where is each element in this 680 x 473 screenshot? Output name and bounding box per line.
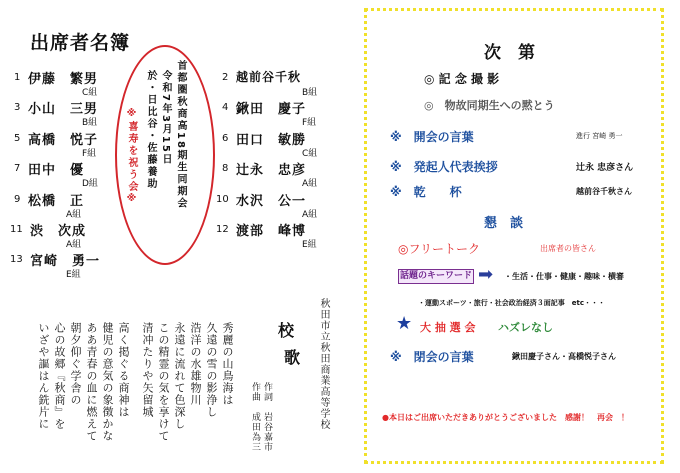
program-item: ◎ 記 念 撮 影 bbox=[424, 72, 500, 86]
thanks-message: ●本日はご出席いただきありがとうございました 感謝！ 再会 ！ bbox=[382, 413, 629, 422]
arrow-icon: ➡ bbox=[478, 264, 494, 285]
attendee-number: 13 bbox=[10, 254, 23, 265]
attendee-number: 2 bbox=[222, 72, 229, 83]
attendee-name: 田中 優 bbox=[28, 163, 85, 178]
program-item: ◎ 物故同期生への黙とう bbox=[424, 99, 555, 112]
event-name: 首都圏秋商高18期生同期会 bbox=[175, 60, 186, 210]
free-talk-label: ◎フリートーク bbox=[398, 242, 480, 256]
attendee-entry bbox=[14, 98, 124, 128]
attendee-entry bbox=[10, 250, 124, 280]
attendee-name: 伊藤 繁男 bbox=[28, 72, 99, 87]
attendee-name: 水沢 公一 bbox=[236, 194, 307, 209]
attendee-entry bbox=[14, 190, 124, 220]
attendee-class: E組 bbox=[302, 240, 317, 250]
topic-keywords: ・運動スポーツ・旅行・社会政治経済３面記事 etc・・・ bbox=[418, 299, 605, 307]
attendee-number: 9 bbox=[14, 194, 21, 205]
attendee-number: 12 bbox=[216, 224, 229, 235]
attendee-entry bbox=[216, 190, 340, 220]
page-title: 出席者名簿 bbox=[30, 32, 131, 54]
attendee-name: 鍬田 慶子 bbox=[236, 102, 307, 117]
attendee-number: 5 bbox=[14, 133, 21, 144]
attendee-class: A組 bbox=[302, 179, 318, 189]
song-verse-line: 久遠の雪の影浄し bbox=[205, 322, 218, 418]
attendee-entry bbox=[10, 220, 124, 250]
topic-keywords: ・生活・仕事・健康・趣味・横審 bbox=[504, 272, 624, 281]
attendee-name: 渡部 峰博 bbox=[236, 224, 307, 239]
attendee-number: 8 bbox=[222, 163, 229, 174]
song-verse-line: この精霊の気を享けて bbox=[157, 322, 170, 442]
attendee-number: 4 bbox=[222, 102, 229, 113]
attendee-class: A組 bbox=[302, 210, 318, 220]
attendee-class: A組 bbox=[66, 240, 82, 250]
attendee-entry bbox=[222, 159, 340, 189]
attendee-name: 渋 次成 bbox=[30, 224, 87, 239]
section-heading: 懇 談 bbox=[484, 216, 524, 231]
song-verse-line: 清冲たりや矢留城 bbox=[141, 322, 154, 418]
song-title: 歌 bbox=[284, 348, 301, 367]
program-item-note: 鍬田慶子さん・高橋悦子さん bbox=[512, 352, 616, 361]
program-item: ※ 閉会の言葉 bbox=[390, 350, 474, 364]
event-venue: 於・日比谷・佐藤養助 bbox=[145, 70, 156, 190]
attendee-number: 11 bbox=[10, 224, 23, 235]
attendee-number: 6 bbox=[222, 133, 229, 144]
kiju-celebration-label: ※喜寿を祝う会※ bbox=[126, 108, 137, 206]
song-verse-line: ああ青春の血に燃えて bbox=[85, 322, 98, 442]
song-verse-line: 秀麗の山鳥海は bbox=[221, 322, 234, 406]
lottery-label: 大 抽 選 会 bbox=[420, 321, 476, 334]
attendee-name: 宮崎 勇一 bbox=[30, 254, 101, 269]
song-verse-line: 健児の意気の象徴かな bbox=[101, 322, 114, 442]
attendee-entry bbox=[216, 220, 340, 250]
lottery-note: ハズレなし bbox=[498, 321, 553, 334]
attendee-name: 越前谷千秋 bbox=[236, 70, 302, 84]
program-item: ※ 発起人代表挨拶 bbox=[390, 160, 498, 174]
attendee-entry bbox=[222, 98, 340, 128]
attendee-class: A組 bbox=[66, 210, 82, 220]
attendee-name: 辻永 忠彦 bbox=[236, 163, 307, 178]
attendee-number: 10 bbox=[216, 194, 229, 205]
song-verse-line: 永遠に流れて色深し bbox=[173, 322, 186, 430]
program-item: ※ 乾 杯 bbox=[390, 185, 462, 199]
song-verse-line: いざや謳はん銑片に bbox=[37, 322, 50, 430]
attendee-class: D組 bbox=[82, 179, 98, 189]
song-verse-line: 心の故郷『秋商』を bbox=[53, 322, 66, 430]
song-verse-line: 浩洋の水雄物川 bbox=[189, 322, 202, 406]
attendee-number: 7 bbox=[14, 163, 21, 174]
program-item-note: 越前谷千秋さん bbox=[576, 187, 632, 196]
attendee-entry bbox=[222, 68, 340, 98]
free-talk-note: 出席者の皆さん bbox=[540, 244, 596, 253]
program-title: 次 第 bbox=[484, 43, 535, 63]
attendee-entry bbox=[14, 129, 124, 159]
song-verse-line: 朝夕仰ぐ学舎の bbox=[69, 322, 82, 406]
attendee-name: 高橋 悦子 bbox=[28, 133, 99, 148]
event-date: 令和7年3月15日 bbox=[160, 70, 171, 166]
song-title: 校 bbox=[278, 321, 295, 340]
attendee-class: F組 bbox=[302, 118, 317, 128]
song-verse-line: 高く掲ぐる商神は bbox=[117, 322, 130, 418]
program-item-note: 辻永 忠彦さん bbox=[576, 163, 634, 173]
program-frame bbox=[364, 8, 664, 464]
attendee-name: 松橋 正 bbox=[28, 194, 85, 209]
attendee-class: C組 bbox=[302, 149, 318, 159]
attendee-class: B組 bbox=[302, 88, 318, 98]
attendee-class: F組 bbox=[82, 149, 97, 159]
attendee-number: 1 bbox=[14, 72, 21, 83]
attendee-entry bbox=[222, 129, 340, 159]
program-item: ※ 開会の言葉 bbox=[390, 130, 474, 144]
attendee-class: E組 bbox=[66, 270, 81, 280]
attendee-entry bbox=[14, 159, 124, 189]
attendee-name: 田口 敏勝 bbox=[236, 133, 307, 148]
attendee-class: B組 bbox=[82, 118, 98, 128]
attendee-entry bbox=[14, 68, 124, 98]
school-name: 秋田市立秋田商業高等学校 bbox=[318, 298, 329, 430]
star-icon: ★ bbox=[396, 313, 413, 334]
attendee-number: 3 bbox=[14, 102, 21, 113]
topic-keyword-label: 話題のキーワード bbox=[398, 269, 474, 284]
composer-credit: 作曲 成田為三 bbox=[250, 382, 260, 452]
attendee-class: C組 bbox=[82, 88, 98, 98]
lyricist-credit: 作詞 岩谷嘉市 bbox=[262, 382, 272, 452]
attendee-name: 小山 三男 bbox=[28, 102, 99, 117]
program-item-note: 進行 宮崎 勇一 bbox=[576, 132, 623, 140]
